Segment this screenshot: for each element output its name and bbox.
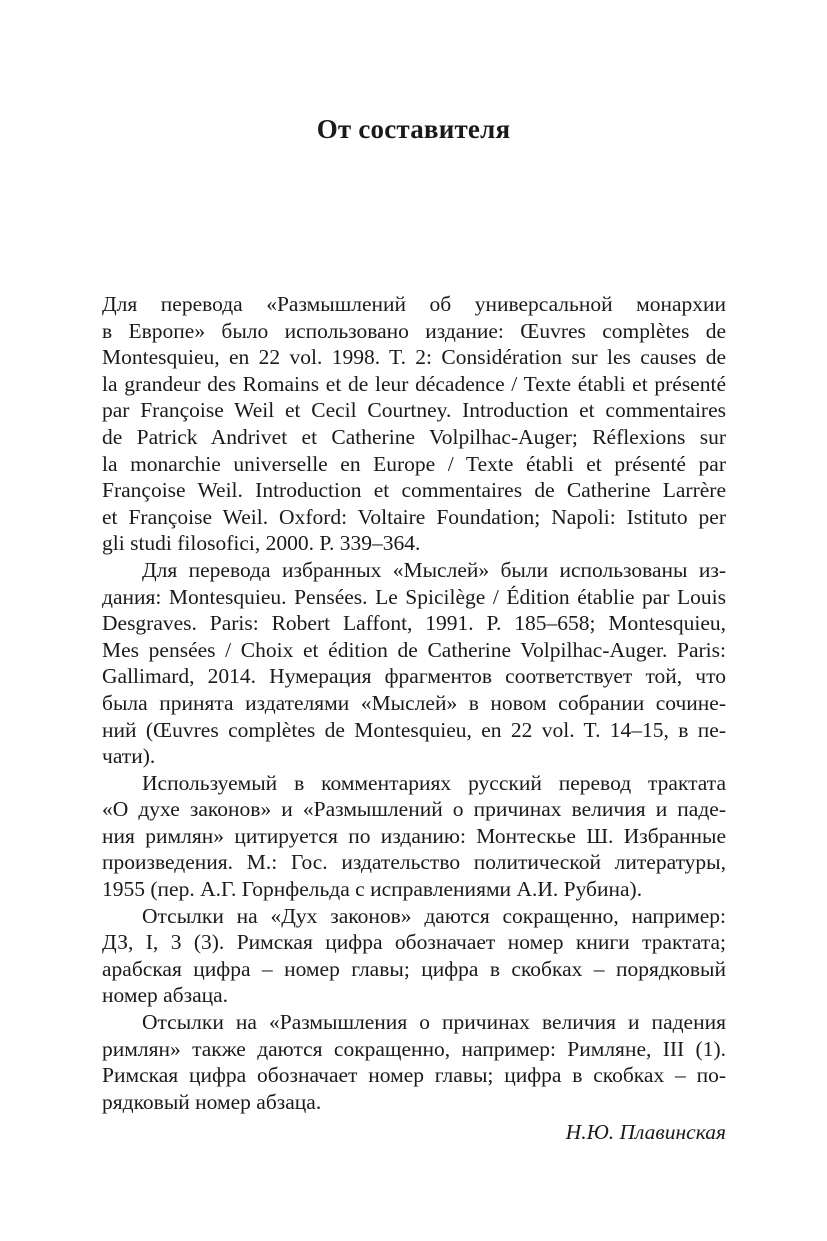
text-line: Отсылки на «Дух законов» даются сокращенно, например:	[142, 903, 726, 928]
paragraph-2	[102, 557, 726, 770]
text-line: Desgraves. Paris: Robert Laffont, 1991. P. 185–658; Montesquieu,	[102, 611, 726, 636]
text-line: Françoise Weil. Introduction et commentaires de Catherine Larrère	[102, 478, 726, 503]
text-line: «О духе законов» и «Размышлений о причинах величия и паде-	[102, 797, 726, 822]
text-line: римлян» также даются сокращенно, например: Римляне, III (1).	[102, 1036, 726, 1061]
text-line: была принята издателями «Мыслей» в новом собрании сочине-	[102, 690, 726, 715]
text-line: Mes pensées / Choix et édition de Catherine Volpilhac-Auger. Paris:	[102, 637, 726, 662]
text-line: ний (Œuvres complètes de Montesquieu, en 22 vol. T. 14–15, в пе-	[102, 717, 726, 742]
text-line: Для перевода избранных «Мыслей» были использованы из-	[142, 557, 726, 582]
text-line: et Françoise Weil. Oxford: Voltaire Foundation; Napoli: Istituto per	[102, 504, 726, 529]
page-title: От составителя	[316, 114, 511, 144]
text-line: de Patrick Andrivet et Catherine Volpilhac-Auger; Réflexions sur	[102, 424, 726, 449]
text-line: в Европе» было использовано издание: Œuvres complètes de	[102, 318, 726, 343]
text-line: gli studi filosofici, 2000. P. 339–364.	[102, 531, 421, 556]
paragraph-3	[102, 770, 726, 903]
text-line: дания: Montesquieu. Pensées. Le Spicilège / Édition établie par Louis	[102, 584, 726, 609]
paragraph-1	[102, 291, 726, 557]
text-line: par Françoise Weil et Cecil Courtney. Introduction et commentaires	[102, 398, 726, 423]
text-line: Montesquieu, en 22 vol. 1998. T. 2: Considération sur les causes de	[102, 345, 726, 370]
paragraph-5	[102, 1009, 726, 1115]
text-line: Используемый в комментариях русский перевод трактата	[142, 770, 726, 795]
text-line: Римская цифра обозначает номер главы; цифра в скобках – по-	[102, 1063, 726, 1088]
body-text	[102, 291, 726, 1115]
text-line: произведения. М.: Гос. издательство политической литературы,	[102, 850, 726, 875]
text-line: арабская цифра – номер главы; цифра в скобках – порядковый	[102, 956, 726, 981]
text-line: номер абзаца.	[102, 983, 229, 1008]
text-line: la grandeur des Romains et de leur décadence / Texte établi et présenté	[102, 371, 726, 396]
text-line: Для перевода «Размышлений об универсальной монархии	[102, 292, 726, 316]
text-line: Gallimard, 2014. Нумерация фрагментов соответствует той, что	[102, 664, 726, 689]
text-line: Отсылки на «Размышления о причинах величия и падения	[142, 1010, 726, 1035]
text-line: la monarchie universelle en Europe / Texte établi et présenté par	[102, 451, 726, 476]
text-line: чати).	[102, 744, 156, 769]
text-line: ния римлян» цитируется по изданию: Монтескье Ш. Избранные	[102, 823, 726, 848]
paragraph-4	[102, 903, 726, 1009]
text-line: рядковый номер абзаца.	[102, 1089, 322, 1114]
text-line: 1955 (пер. А.Г. Горнфельда с исправлениями А.И. Рубина).	[102, 877, 643, 902]
signature: Н.Ю. Плавинская	[565, 1120, 726, 1144]
text-line: ДЗ, I, 3 (3). Римская цифра обозначает номер книги трактата;	[102, 930, 726, 955]
